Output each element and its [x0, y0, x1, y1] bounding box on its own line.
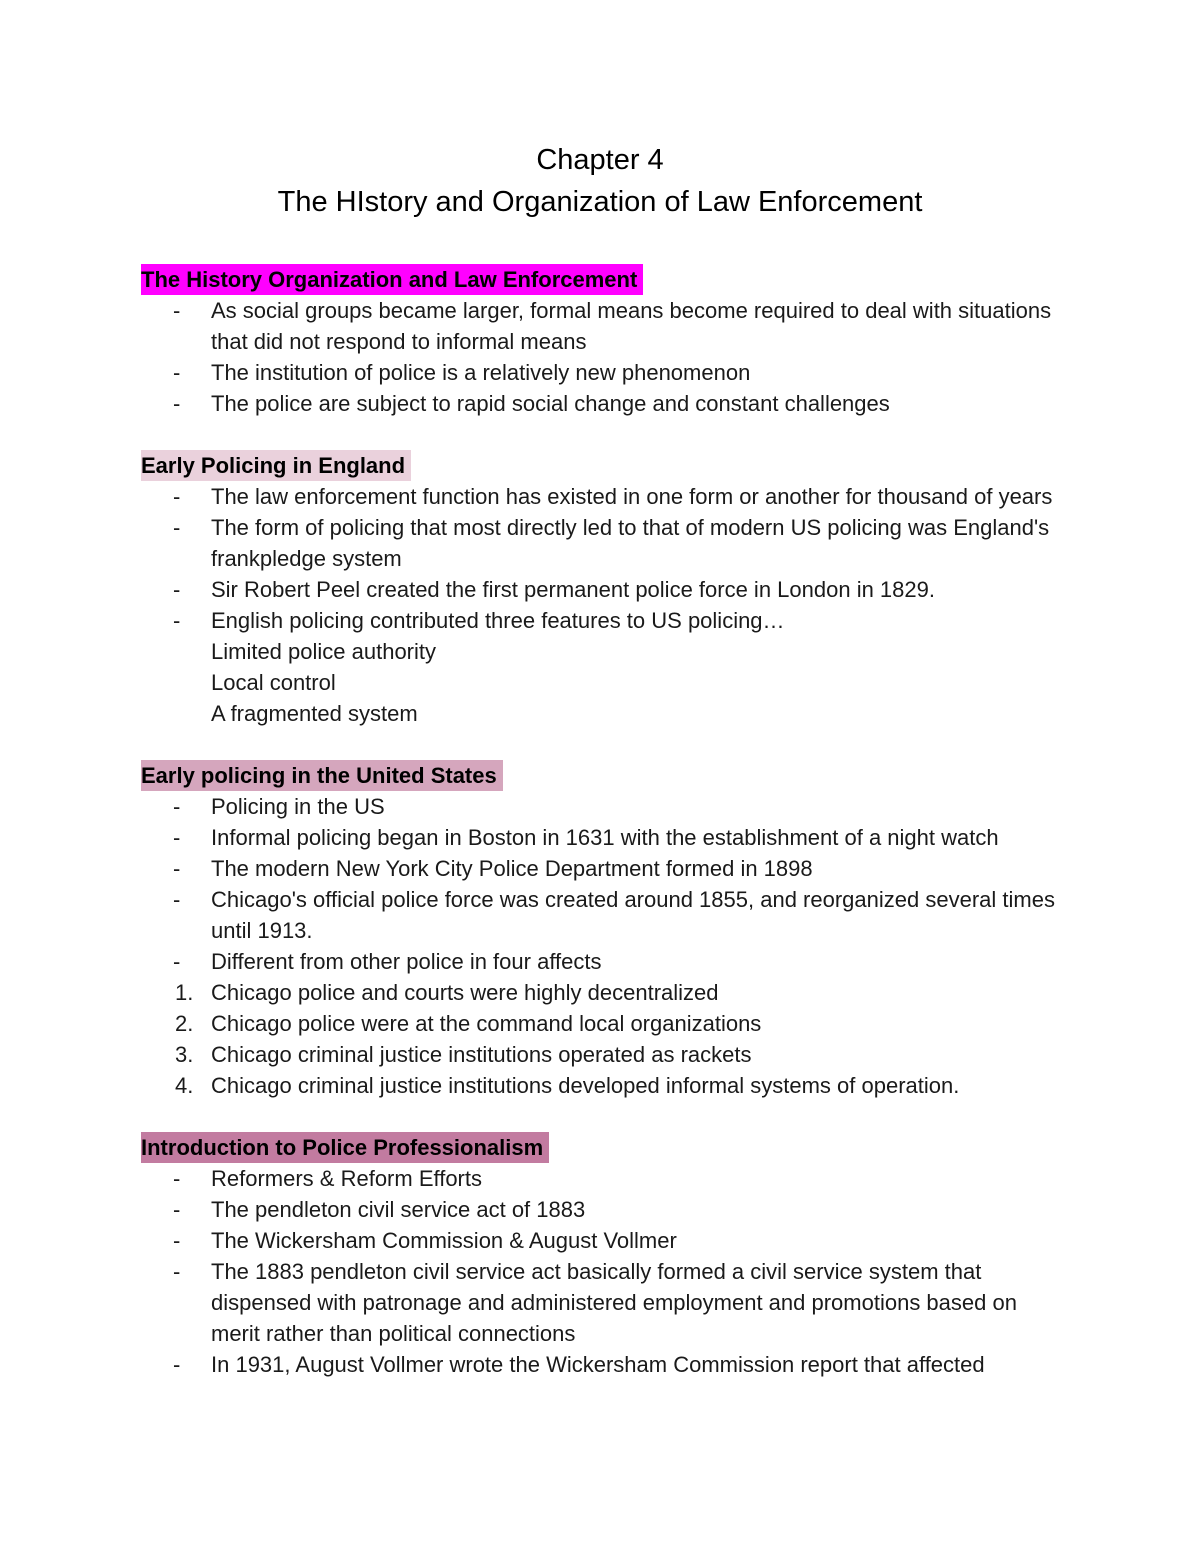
- list-item: [141, 357, 1071, 388]
- list-item-text: Chicago criminal justice institutions operated as rackets: [211, 1042, 752, 1067]
- list-item: [141, 698, 1071, 729]
- list-number: 4.: [175, 1073, 194, 1098]
- list-item-text: Policing in the US: [211, 794, 385, 819]
- list-item-text: The modern New York City Police Department formed in 1898: [211, 856, 813, 881]
- list-item-text: English policing contributed three features to US policing…: [211, 608, 785, 633]
- list-item: [141, 1194, 1071, 1225]
- list-item: [141, 295, 1071, 357]
- list-item: [141, 1225, 1071, 1256]
- list-dash: -: [173, 949, 181, 974]
- list-item: [141, 605, 1071, 636]
- list-dash: -: [173, 856, 181, 881]
- list-item-text: The law enforcement function has existed in one form or another for thousand of years: [211, 484, 1053, 509]
- list-item-text: The police are subject to rapid social change and constant challenges: [211, 391, 890, 416]
- list-dash: -: [173, 1228, 181, 1253]
- list-item: [141, 1349, 1071, 1380]
- section: [141, 1132, 1071, 1380]
- list-item-text: Reformers & Reform Efforts: [211, 1166, 482, 1191]
- list-item: [141, 1039, 1071, 1070]
- section: [141, 264, 1071, 419]
- section-heading: Early Policing in England: [141, 450, 411, 481]
- bullet-list: [141, 791, 1071, 1101]
- list-item: [141, 1070, 1071, 1101]
- list-dash: -: [173, 1197, 181, 1222]
- list-dash: -: [173, 391, 181, 416]
- list-item: [141, 388, 1071, 419]
- list-item: [141, 1256, 1071, 1349]
- list-item-text: The 1883 pendleton civil service act basically formed a civil service system that dispensed with patronage and administered employment and promotions based on merit rather than political connections: [211, 1259, 1017, 1346]
- list-dash: -: [173, 577, 181, 602]
- list-dash: -: [173, 360, 181, 385]
- list-item-text: The form of policing that most directly led to that of modern US policing was England's frankpledge system: [211, 515, 1050, 571]
- list-dash: -: [173, 1259, 181, 1284]
- list-dash: -: [173, 298, 181, 323]
- list-number: 3.: [175, 1042, 194, 1067]
- list-item-text: Informal policing began in Boston in 1631 with the establishment of a night watch: [211, 825, 999, 850]
- list-dash: -: [173, 608, 181, 633]
- section: [141, 760, 1071, 1101]
- list-item-text: Chicago police and courts were highly decentralized: [211, 980, 719, 1005]
- list-dash: -: [173, 887, 181, 912]
- list-dash: -: [173, 484, 181, 509]
- list-dash: -: [173, 794, 181, 819]
- chapter-title: Chapter 4: [536, 144, 664, 176]
- list-item: [141, 667, 1071, 698]
- section-heading: The History Organization and Law Enforcement: [141, 264, 643, 295]
- list-item: [141, 636, 1071, 667]
- list-item-text: The Wickersham Commission & August Vollmer: [211, 1228, 677, 1253]
- chapter-subtitle: The HIstory and Organization of Law Enforcement: [277, 186, 923, 218]
- bullet-list: [141, 295, 1071, 419]
- notes-body: [141, 264, 1071, 1380]
- list-item: [141, 1163, 1071, 1194]
- list-item-text: The institution of police is a relatively new phenomenon: [211, 360, 751, 385]
- list-item: [141, 946, 1071, 977]
- list-item-text: Different from other police in four affects: [211, 949, 602, 974]
- list-item-text: In 1931, August Vollmer wrote the Wickersham Commission report that affected: [211, 1352, 985, 1377]
- section: [141, 450, 1071, 729]
- list-number: 2.: [175, 1011, 194, 1036]
- list-item: [141, 574, 1071, 605]
- list-item-text: As social groups became larger, formal means become required to deal with situations that did not respond to informal means: [211, 298, 1052, 354]
- list-item: [141, 853, 1071, 884]
- section-heading: Introduction to Police Professionalism: [141, 1132, 549, 1163]
- section-heading: Early policing in the United States: [141, 760, 503, 791]
- bullet-list: [141, 481, 1071, 729]
- list-item-text: Chicago's official police force was created around 1855, and reorganized several times until 1913.: [211, 887, 1055, 943]
- list-dash: -: [173, 515, 181, 540]
- list-dash: -: [173, 825, 181, 850]
- list-item: [141, 822, 1071, 853]
- list-item: [141, 884, 1071, 946]
- list-number: 1.: [175, 980, 194, 1005]
- list-item: [141, 977, 1071, 1008]
- list-item-text: Limited police authority: [211, 639, 437, 664]
- list-item-text: The pendleton civil service act of 1883: [211, 1197, 586, 1222]
- bullet-list: [141, 1163, 1071, 1380]
- list-item-text: Chicago criminal justice institutions developed informal systems of operation.: [211, 1073, 960, 1098]
- list-item-text: Chicago police were at the command local organizations: [211, 1011, 762, 1036]
- list-dash: -: [173, 1352, 181, 1377]
- list-item-text: Local control: [211, 670, 336, 695]
- list-item-text: Sir Robert Peel created the first permanent police force in London in 1829.: [211, 577, 935, 602]
- list-dash: -: [173, 1166, 181, 1191]
- list-item-text: A fragmented system: [211, 701, 418, 726]
- list-item: [141, 512, 1071, 574]
- list-item: [141, 1008, 1071, 1039]
- list-item: [141, 791, 1071, 822]
- list-item: [141, 481, 1071, 512]
